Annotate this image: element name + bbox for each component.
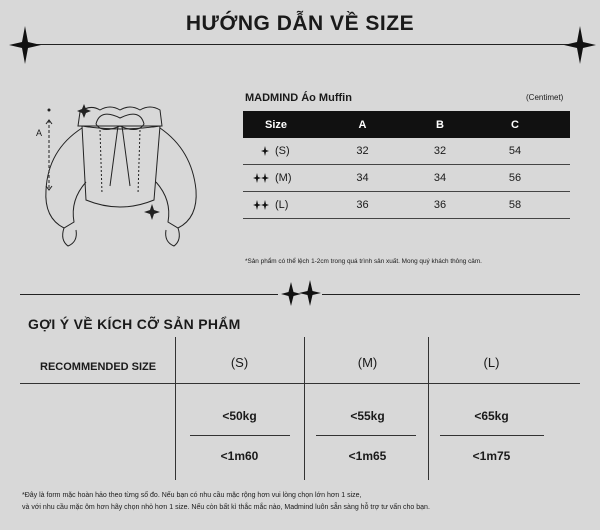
unit-label: (Centimet) (526, 93, 564, 102)
size-label: (S) (275, 145, 290, 157)
rec-height-m: <1m65 (348, 449, 387, 463)
rec-size-l: (L) (483, 355, 500, 370)
cell-c: 58 (508, 199, 522, 211)
rec-size-m: (M) (357, 355, 378, 370)
four-point-star-icon (281, 280, 321, 308)
rec-weight-l: <65kg (474, 409, 509, 423)
measure-label-a: A (36, 128, 43, 138)
cell-c: 54 (508, 145, 522, 157)
section-divider (322, 294, 580, 295)
rec-height-s: <1m60 (220, 449, 259, 463)
cell-b: 34 (433, 172, 447, 184)
section-divider (20, 294, 278, 295)
size-label: (L) (275, 199, 289, 211)
four-point-star-icon (9, 26, 41, 64)
page-title: HƯỚNG DẪN VỀ SIZE (185, 12, 415, 35)
header-divider (28, 44, 572, 45)
cell-c: 56 (508, 172, 522, 184)
size-table (243, 111, 570, 219)
four-point-star-icon (564, 26, 596, 64)
col-header-c: C (511, 118, 519, 131)
size-label: (M) (275, 172, 292, 184)
table-row (243, 192, 570, 219)
table-row (243, 165, 570, 192)
sparkle-star-icon (253, 146, 273, 156)
production-note: *Sản phẩm có thể lệch 1-2cm trong quá trình sản xuất. Mong quý khách thông cảm. (245, 258, 482, 265)
col-header-size: Size (265, 118, 288, 131)
cell-a: 32 (356, 145, 369, 157)
recommendation-title: GỢI Ý VỀ KÍCH CỠ SẢN PHẨM (28, 316, 241, 332)
rec-size-s: (S) (230, 355, 249, 370)
rec-height-l: <1m75 (472, 449, 511, 463)
recommended-size-label: RECOMMENDED SIZE (40, 361, 157, 373)
table-row (243, 138, 570, 165)
recommendation-table (20, 337, 580, 480)
size-table-header (243, 111, 570, 138)
sparkle-star-icon (253, 173, 273, 183)
footer-note-line1: *Đây là form mặc hoàn hảo theo từng số đo. Nếu bạn có nhu cầu mặc rộng hơn vui lòng chọn lớn hơn 1 size, (22, 492, 362, 499)
rec-weight-s: <50kg (222, 409, 257, 423)
garment-illustration (30, 90, 230, 270)
col-header-a: A (358, 118, 367, 131)
col-header-b: B (436, 118, 444, 131)
cell-a: 34 (356, 172, 369, 184)
sparkle-star-icon (253, 200, 273, 210)
cell-b: 32 (433, 145, 447, 157)
cell-b: 36 (433, 199, 447, 211)
product-name: MADMIND Áo Muffin (245, 92, 352, 104)
cell-a: 36 (356, 199, 369, 211)
rec-weight-m: <55kg (350, 409, 385, 423)
footer-note-line2: và với nhu cầu mặc ôm hơn hãy chọn nhỏ hơn 1 size. Nếu còn bất kì thắc mắc nào, Madmind luôn sẵn sàng hỗ trợ tư vấn cho bạn. (22, 504, 430, 511)
